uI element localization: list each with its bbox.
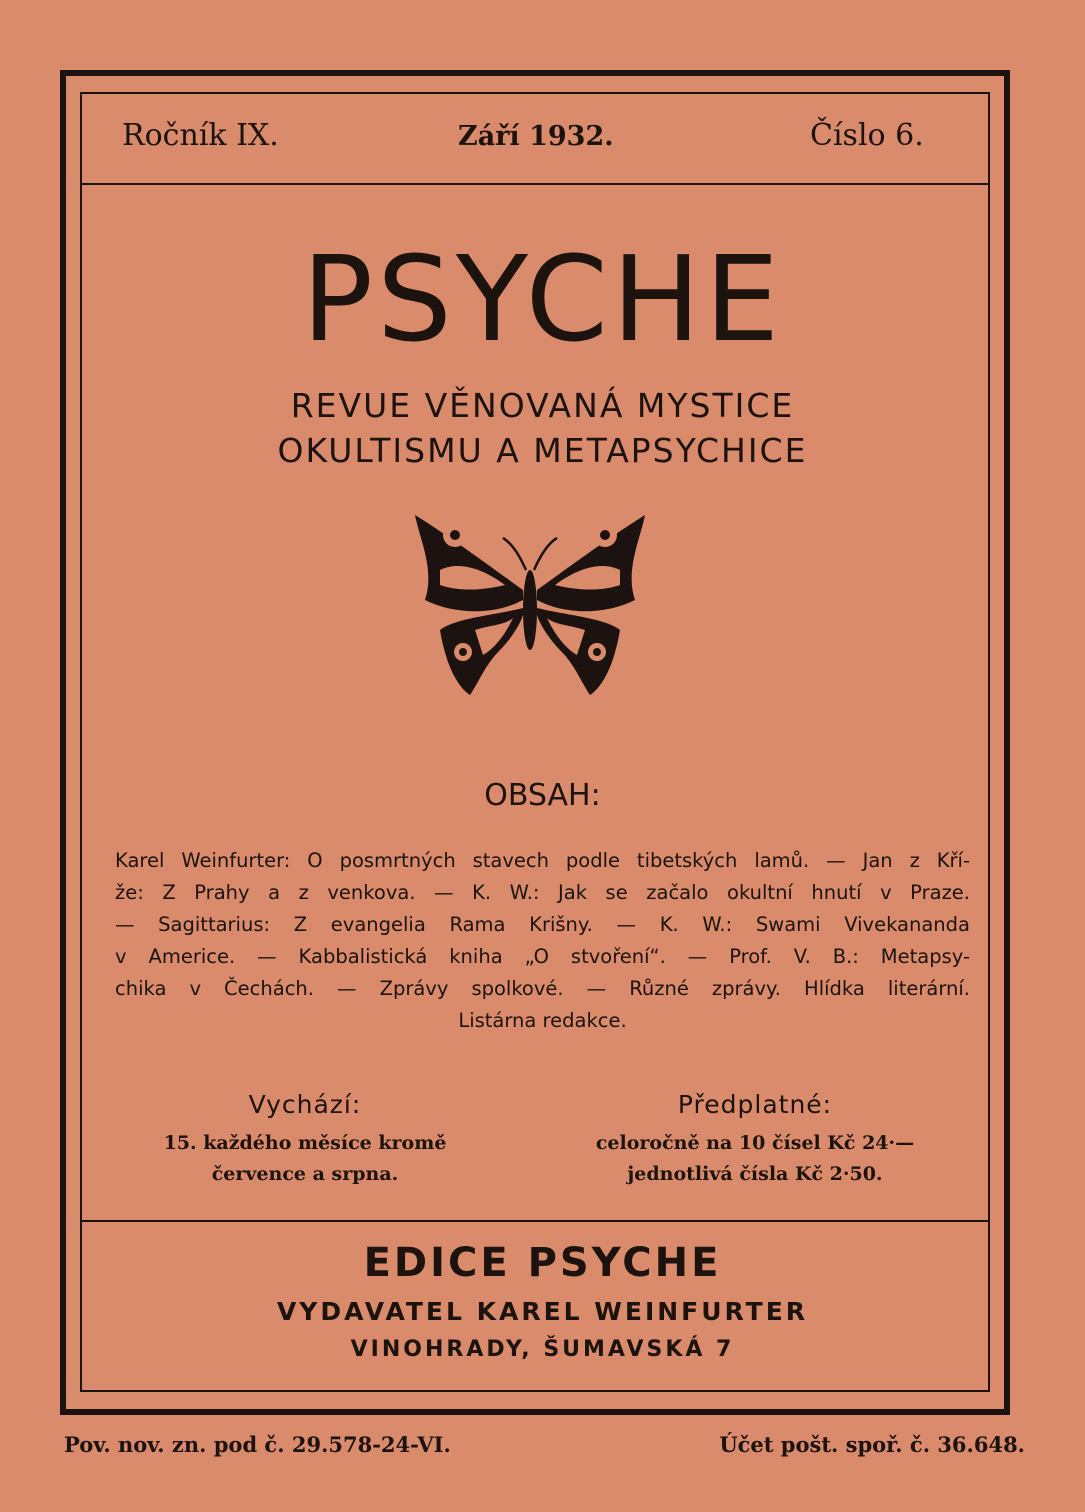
subscription-line-1: celoročně na 10 čísel Kč 24·—: [595, 1132, 915, 1154]
header-divider: [80, 183, 990, 185]
contents-line: v Americe. — Kabbalistická kniha „O stvoření“. — Prof. V. B.: Metapsy-: [115, 945, 970, 968]
footer-registration: Pov. nov. zn. pod č. 29.578-24-VI.: [64, 1432, 451, 1457]
publisher-line: VYDAVATEL KAREL WEINFURTER: [276, 1297, 809, 1326]
subscription-heading: Předplatné:: [677, 1090, 833, 1119]
magazine-title: PSYCHE: [301, 230, 784, 368]
contents-heading: OBSAH:: [484, 778, 601, 813]
volume-label: Ročník IX.: [122, 118, 279, 153]
publisher-divider: [80, 1220, 990, 1222]
butterfly-icon: [395, 500, 665, 700]
edition-name: EDICE PSYCHE: [363, 1240, 722, 1286]
frequency-line-1: 15. každého měsíce kromě: [163, 1132, 447, 1154]
issue-date: Září 1932.: [458, 121, 614, 152]
footer-account: Účet pošt. spoř. č. 36.648.: [719, 1432, 1025, 1457]
publisher-address: VINOHRADY, ŠUMAVSKÁ 7: [350, 1337, 735, 1362]
contents-line: Karel Weinfurter: O posmrtných stavech podle tibetských lamů. — Jan z Kří-: [115, 849, 970, 872]
subtitle-line-2: OKULTISMU A METAPSYCHICE: [277, 431, 808, 470]
subtitle-line-1: REVUE VĚNOVANÁ MYSTICE: [290, 386, 795, 425]
contents-line: Listárna redakce.: [458, 1009, 627, 1032]
frequency-heading: Vychází:: [248, 1090, 362, 1119]
subscription-line-2: jednotlivá čísla Kč 2·50.: [627, 1163, 883, 1185]
frequency-line-2: července a srpna.: [211, 1163, 399, 1185]
contents-line: — Sagittarius: Z evangelia Rama Krišny. — K. W.: Swami Vivekananda: [115, 913, 970, 936]
issue-number: Číslo 6.: [810, 118, 924, 153]
contents-line: že: Z Prahy a z venkova. — K. W.: Jak se začalo okultní hnutí v Praze.: [115, 881, 970, 904]
contents-line: chika v Čechách. — Zprávy spolkové. — Různé zprávy. Hlídka literární.: [115, 977, 970, 1000]
